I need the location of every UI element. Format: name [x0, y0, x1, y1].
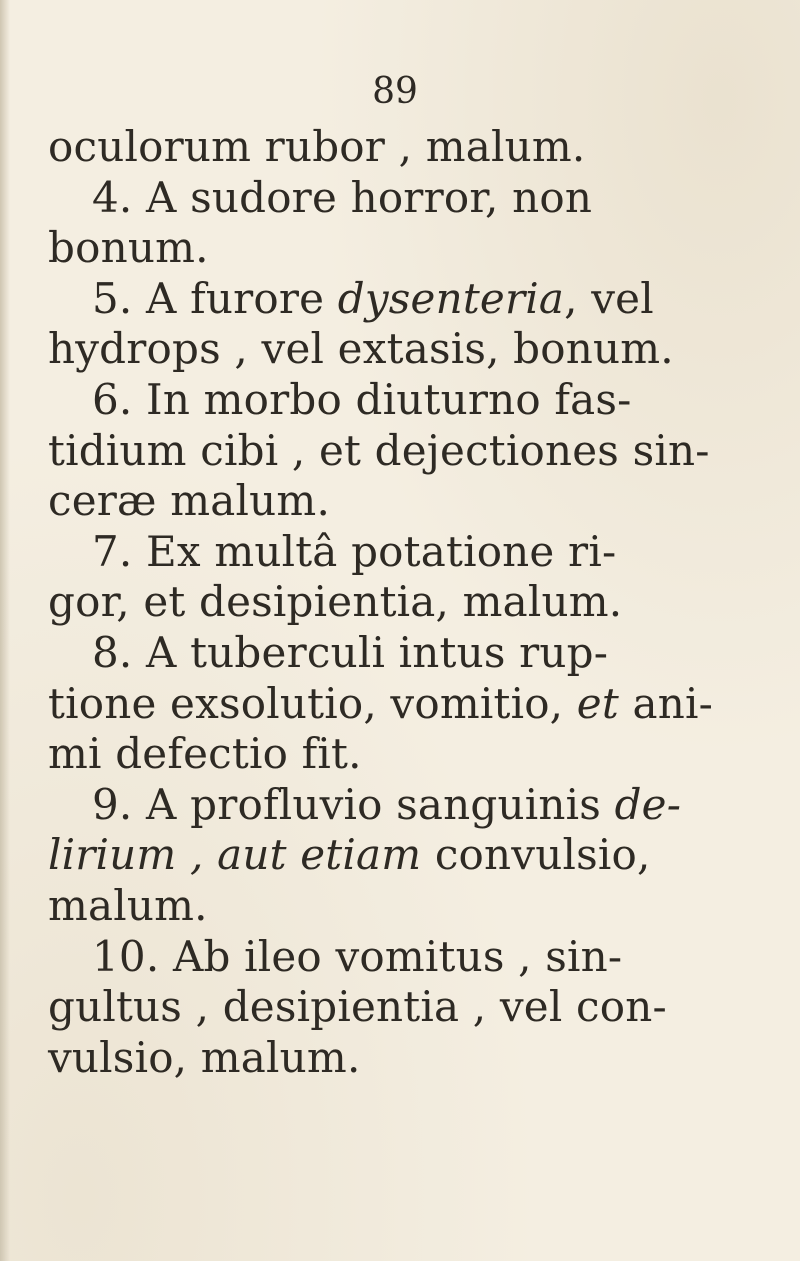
text-segment: ani-: [618, 678, 714, 728]
text-line: [48, 881, 800, 932]
binding-edge: [0, 0, 10, 1261]
text-segment: bonum.: [48, 223, 209, 273]
text-line: [48, 679, 800, 730]
text-line: [48, 780, 800, 831]
text-segment: gultus , desipientia , vel con-: [48, 982, 667, 1032]
text-line: [48, 122, 800, 173]
text-line: [48, 628, 800, 679]
text-line: [48, 729, 800, 780]
italic-segment: de-: [614, 779, 682, 829]
text-segment: malum.: [48, 880, 208, 930]
text-line: [48, 577, 800, 628]
text-line: [48, 982, 800, 1033]
text-line: [48, 223, 800, 274]
text-segment: tione exsolutio, vomitio,: [48, 678, 577, 728]
text-line: [48, 173, 800, 224]
text-segment: 5. A furore: [92, 273, 338, 323]
text-segment: tidium cibi , et dejectiones sin-: [48, 425, 710, 475]
text-line: [48, 1033, 800, 1084]
body-text: [48, 122, 800, 1083]
text-line: [48, 527, 800, 578]
text-segment: 10. Ab ileo vomitus , sin-: [92, 931, 623, 981]
italic-segment: lirium , aut etiam: [48, 830, 422, 880]
text-segment: gor, et desipientia, malum.: [48, 577, 623, 627]
text-line: [48, 274, 800, 325]
text-line: [48, 375, 800, 426]
text-segment: 8. A tuberculi intus rup-: [92, 627, 609, 677]
text-line: [48, 426, 800, 477]
text-segment: 4. A sudore horror, non: [92, 172, 593, 222]
text-segment: 9. A profluvio sanguinis: [92, 779, 615, 829]
text-line: [48, 324, 800, 375]
text-segment: convulsio,: [421, 830, 651, 880]
text-segment: 7. Ex multâ potatione ri-: [92, 526, 617, 576]
text-segment: mi defectio fit.: [48, 729, 362, 779]
text-segment: hydrops , vel extasis, bonum.: [48, 324, 674, 374]
italic-segment: et: [576, 678, 619, 728]
page-number: 89: [372, 71, 418, 112]
text-line: [48, 932, 800, 983]
text-segment: , vel: [564, 273, 654, 323]
text-line: [48, 830, 800, 881]
text-segment: 6. In morbo diuturno fas-: [92, 374, 632, 424]
italic-segment: dysenteria: [337, 273, 565, 323]
text-segment: vulsio, malum.: [48, 1032, 361, 1082]
text-line: [48, 476, 800, 527]
text-segment: ceræ malum.: [48, 476, 331, 526]
text-segment: oculorum rubor , malum.: [48, 122, 586, 171]
